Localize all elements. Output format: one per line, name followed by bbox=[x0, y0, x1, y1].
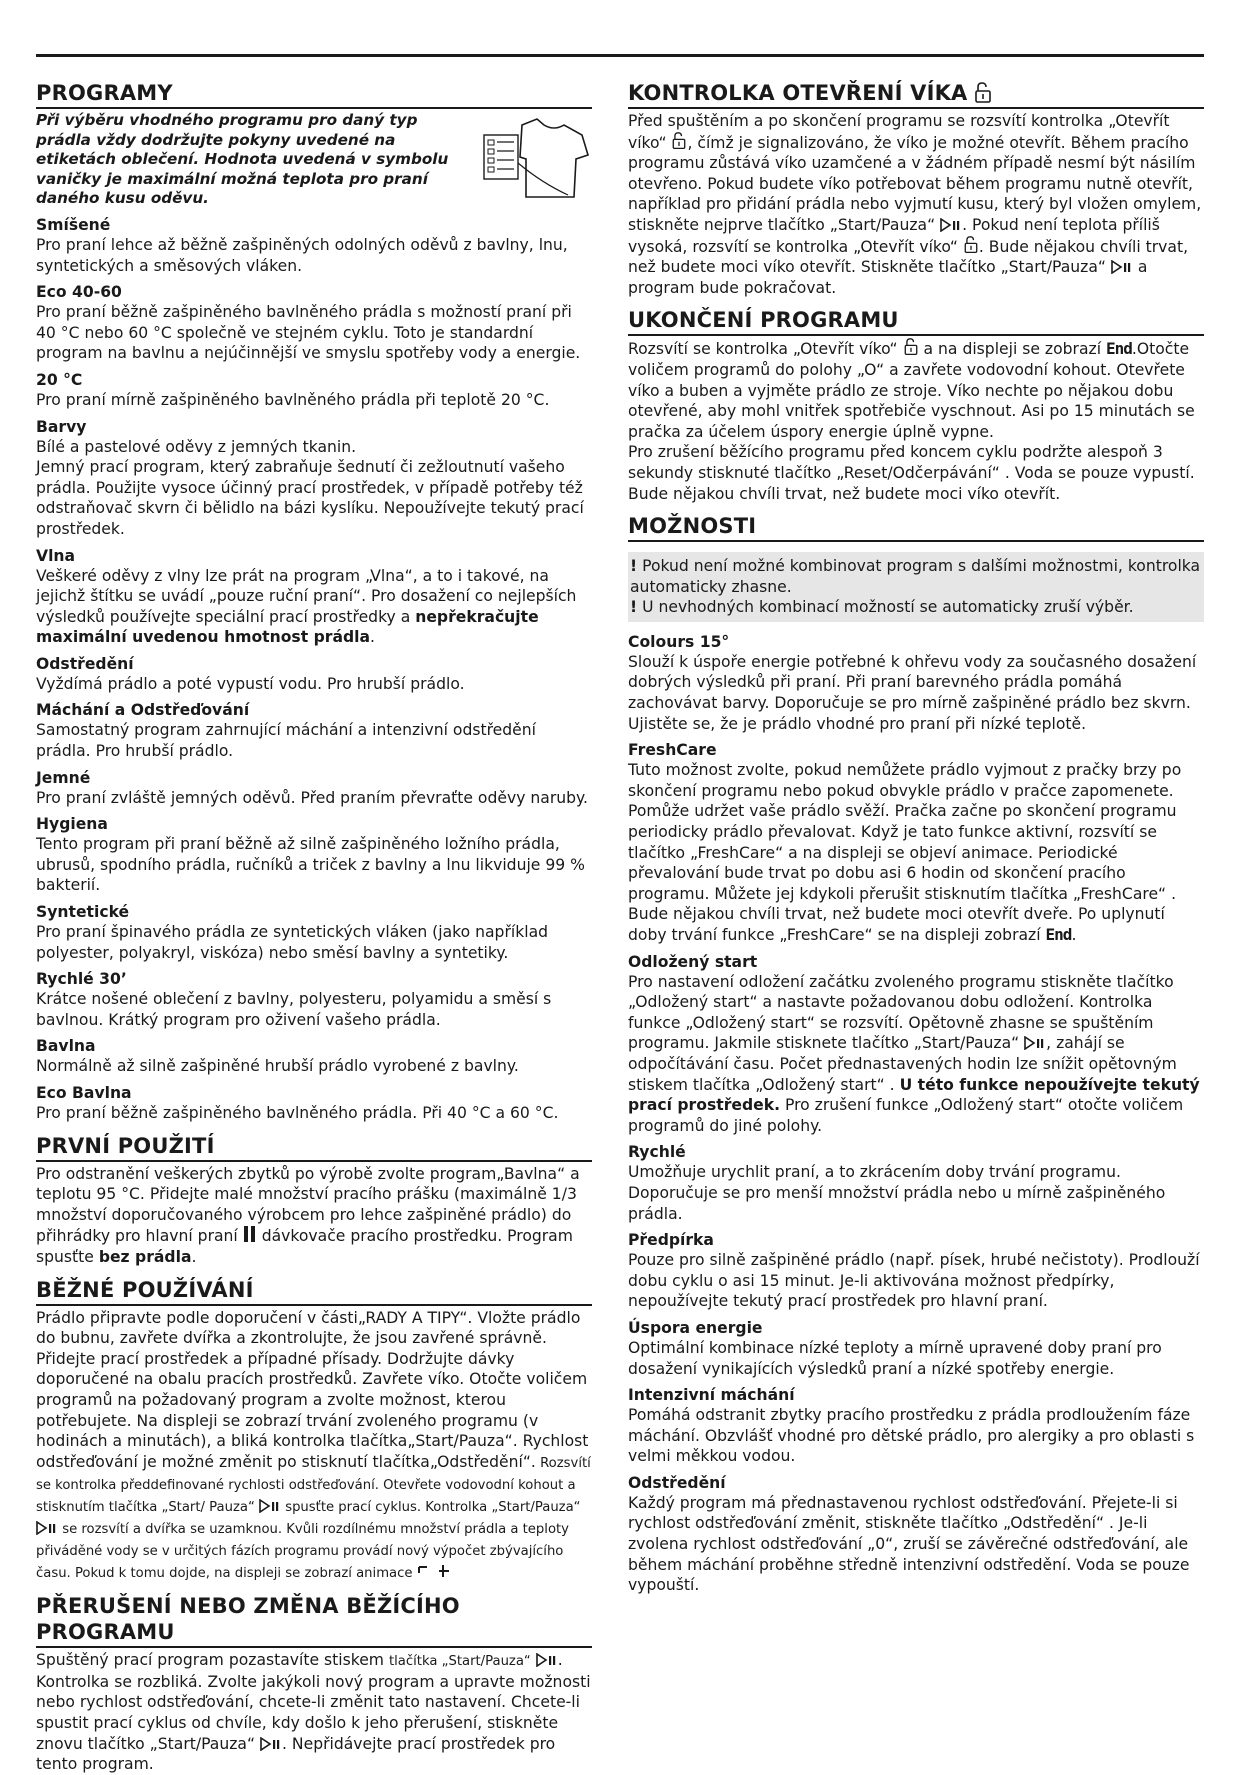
lid-open-lock-icon bbox=[671, 132, 687, 150]
program-description: Bílé a pastelové oděvy z jemných tkanin. Jemný prací program, který zabraňuje šednutí či zežloutnutí vašeho prádla. Použijte vysoce účinný prací prostředek, v případě potřeby též odstraňovač skvrn či bělidlo na bázi kyslíku. Nepoužívejte tekutý prací prostředek. bbox=[36, 437, 584, 538]
option-title: Intenzivní máchání bbox=[628, 1386, 795, 1405]
start-pause-icon bbox=[260, 1737, 282, 1751]
option-description: Pro nastavení odložení začátku zvoleného programu stiskněte tlačítko „Odložený start“ a nastavte požadovanou dobu odložení. Kontrolka funkce „Odložený start“ se rozsvítí. Opětovně zhasne se spuštěním programu. Jakmile stisknete tlačítko „Start/Pauza“ , zahájí se odpočítávání času. Počet přednastavených hodin lze snížit opětovným stiskem tlačítka „Odložený start“ . U této funkce nepoužívejte tekutý prací prostředek. Pro zrušení funkce „Odložený start“ otočte voličem programů do jiné polohy. bbox=[628, 972, 1200, 1135]
first-use-text: Pro odstranění veškerých zbytků po výrobě zvolte program„Bavlna“ a teplotu 95 °C. Přidejte malé množství pracího prášku (maximálně 1/3 množství doporučovaného výrobcem pro lehce zašpiněné prádlo) do přihrádky pro hlavní praní dávkovače pracího prostředku. Program spusťte bez prádla. bbox=[36, 1164, 580, 1266]
program-description: Pro praní mírně zašpiněného bavlněného prádla při teplotě 20 °C. bbox=[36, 390, 550, 409]
end-display: End bbox=[1045, 925, 1072, 944]
end-text: Rozsvítí se kontrolka „Otevřít víko“ a na displeji se zobrazí End.Otočte voličem programů do polohy „O“ a zavřete vodovodní kohout. Otevřete víko a buben a vyjměte prádlo ze stroje. Víko nechte po nějakou dobu otevřené, aby mohl vnitřek spotřebiče vyschnout. Asi po 15 minutách se pračka za účelem úspory energie úplně vypne. Pro zrušení běžícího programu před koncem cyklu podržte alespoň 3 sekundy stisknuté tlačítko „Reset/Odčerpávání“ . Voda se pouze vypustí. Bude nějakou chvíli trvat, než budete moci víko otevřít. bbox=[628, 339, 1195, 503]
end-display: End bbox=[1106, 339, 1132, 359]
options-note bbox=[628, 552, 1204, 622]
lid-open-lock-icon bbox=[963, 236, 979, 254]
program-description: Vyždímá prádlo a poté vypustí vodu. Pro hrubší prádlo. bbox=[36, 674, 465, 693]
first-use-heading: PRVNÍ POUŽITÍ bbox=[36, 1133, 592, 1162]
programs-intro: Při výběru vhodného programu pro daný typ prádla vždy dodržujte pokyny uvedené na etiketách oblečení. Hodnota uvedená v symbolu vaničky je maximální možná teplota pro praní daného kusu oděvu. bbox=[36, 111, 449, 208]
option-description: Optimální kombinace nízké teploty a mírně upravené doby praní pro dosažení vynikajících výsledků praní a nízké spotřeby energie. bbox=[628, 1338, 1162, 1378]
right-column bbox=[628, 80, 1204, 1596]
left-column bbox=[36, 80, 592, 1775]
program-description: Pro praní běžně zašpiněného bavlněného prádla s možností praní při 40 °C nebo 60 °C společně ve stejném cyklu. Toto je standardní program na bavlnu a nejúčinnější ve smyslu spotřeby vody a energie. bbox=[36, 303, 581, 363]
program-description: Pro praní zvláště jemných oděvů. Před praním převraťte oděvy naruby. bbox=[36, 788, 588, 807]
program-title: Jemné bbox=[36, 768, 91, 787]
daily-use-text: Prádlo připravte podle doporučení v části„RADY A TIPY“. Vložte prádlo do bubnu, zavřete dvířka a zkontrolujte, že jsou zavřené správně. Přidejte prací prostředek a případné přísady. Dodržujte dávky doporučené na obalu pracích prostředků. Zavřete víko. Otočte voličem programů na požadovaný program a zvolte možnost, kterou potřebujete. Na displeji se zobrazí trvání zvoleného programu (v hodinách a minutách), a bliká kontrolka tlačítka„Start/Pauza“. Rychlost odstřeďování je možné změnit po stisknutí tlačítka„Odstředění“. Rozsvítí se kontrolka předdefinované rychlosti odstřeďování. Otevřete vodovodní kohout a stisknutím tlačítka „Start/ Pauza“ spusťte prací cyklus. Kontrolka „Start/Pauza“ se rozsvítí a dvířka se uzamknou. Kvůli rozdílnému množství prádla a teploty přiváděné vody se v určitých fázích programu provádí nový výpočet zbývajícího času. Pokud k tomu dojde, na displeji se zobrazí animace bbox=[36, 1308, 591, 1581]
program-title: 20 °C bbox=[36, 370, 83, 389]
program-title: Eco Bavlna bbox=[36, 1084, 132, 1102]
program-title: Eco 40-60 bbox=[36, 283, 122, 302]
programs-intro-block bbox=[36, 111, 592, 209]
recalculation-animation-icon bbox=[417, 1563, 453, 1579]
option-description: Pomáhá odstranit zbytky pracího prostředku z prádla prodloužením fáze máchání. Obzvlášť vhodné pro dětské prádlo, pro alergiky a pro oblasti s velmi měkkou vodou. bbox=[628, 1406, 1195, 1466]
pause-heading: PŘERUŠENÍ NEBO ZMĚNA BĚŽÍCÍHO PROGRAMU bbox=[36, 1593, 592, 1648]
program-title: Vlna bbox=[36, 546, 76, 565]
daily-use-heading: BĚŽNÉ POUŽÍVÁNÍ bbox=[36, 1277, 592, 1306]
start-pause-icon bbox=[1111, 260, 1133, 274]
program-description: Samostatný program zahrnující máchání a intenzivní odstředění prádla. Pro hrubší prádlo. bbox=[36, 721, 536, 761]
program-title: Hygiena bbox=[36, 815, 108, 834]
option-description: Tuto možnost zvolte, pokud nemůžete prádlo vyjmout z pračky brzy po skončení programu nebo pokud obvykle prádlo v pračce zapomenete. Pomůže udržet vaše prádlo svěží. Pračka začne po skončení programu periodicky prádlo převalovat. Když je tato funkce aktivní, rozsvítí se tlačítko „FreshCare“ a na displeji se objeví animace. Periodické převalování bude trvat po dobu asi 6 hodin od skončení pracího programu. Můžete jej kdykoli přerušit stisknutím tlačítka „FreshCare“ . Bude nějakou chvíli trvat, než budete moci otevřít dveře. Po uplynutí doby trvání funkce „FreshCare“ se na displeji zobrazí End. bbox=[628, 761, 1182, 944]
option-description: Pouze pro silně zašpiněné prádlo (např. písek, hrubé nečistoty). Prodlouží dobu cyklu o asi 15 minut. Je-li aktivována možnost předpírky, nepoužívejte tekutý prací prostředek pro hlavní praní. bbox=[628, 1251, 1200, 1311]
option-title: Odložený start bbox=[628, 952, 758, 971]
program-description: Veškeré oděvy z vlny lze prát na program „Vlna“, a to i takové, na jejichž štítku se uvádí „pouze ruční praní“. Pro dosažení co nejlepších výsledků používejte speciální prací prostředky a nepřekračujte maximální uvedenou hmotnost prádla. bbox=[36, 566, 577, 647]
option-description: Slouží k úspoře energie potřebné k ohřevu vody za současného dosažení dobrých výsledků při praní. Při praní barevného prádla pomáhá zachovávat barvy. Doporučuje se pro mírně zašpiněné prádlo bez skvrn. Ujistěte se, že je prádlo vhodné pro praní při nízké teplotě. bbox=[628, 652, 1197, 733]
lid-open-lock-icon bbox=[903, 338, 919, 356]
start-pause-icon bbox=[259, 1499, 281, 1513]
option-description: Umožňuje urychlit praní, a to zkrácením doby trvání programu. Doporučuje se pro menší množství prádla nebo u mírně zašpiněného prádla. bbox=[628, 1163, 1166, 1223]
end-heading: UKONČENÍ PROGRAMU bbox=[628, 307, 1204, 336]
start-pause-icon bbox=[940, 218, 962, 232]
option-title: Úspora energie bbox=[628, 1318, 763, 1337]
option-list bbox=[628, 632, 1204, 1596]
options-note-1: ! Pokud není možné kombinovat program s dalšími možnostmi, kontrolka automaticky zhasne. bbox=[630, 557, 1201, 596]
option-title: Předpírka bbox=[628, 1231, 714, 1250]
option-title: FreshCare bbox=[628, 741, 717, 760]
program-description: Krátce nošené oblečení z bavlny, polyesteru, polyamidu a směsí s bavlnou. Krátký program pro oživení vašeho prádla. bbox=[36, 990, 552, 1029]
program-title: Bavlna bbox=[36, 1037, 96, 1056]
options-note-2: ! U nevhodných kombinací možností se automaticky zruší výběr. bbox=[630, 598, 1134, 617]
program-title: Rychlé 30’ bbox=[36, 970, 127, 989]
program-title: Syntetické bbox=[36, 903, 130, 922]
lid-open-lock-icon bbox=[974, 82, 992, 104]
program-description: Normálně až silně zašpiněné hrubší prádlo vyrobené z bavlny. bbox=[36, 1057, 519, 1076]
program-description: Pro praní lehce až běžně zašpiněných odolných oděvů z bavlny, lnu, syntetických a směsových vláken. bbox=[36, 235, 568, 275]
start-pause-icon bbox=[536, 1653, 558, 1667]
program-title: Smíšené bbox=[36, 215, 111, 234]
options-heading: MOŽNOSTI bbox=[628, 513, 1204, 542]
program-title: Odstředění bbox=[36, 654, 134, 673]
main-wash-compartment-icon bbox=[243, 1225, 257, 1243]
program-list bbox=[36, 215, 592, 1124]
option-title: Colours 15° bbox=[628, 632, 730, 651]
option-description: Každý program má přednastavenou rychlost odstřeďování. Přejete-li si rychlost odstřeďování změnit, stiskněte tlačítko „Odstředění“ . Je-li zvolena rychlost odstřeďování „0“, zruší se závěrečné odstřeďování, ale během máchání proběhne středně intenzivní odstředění. Voda se pouze vypouští. bbox=[628, 1493, 1190, 1595]
start-pause-icon bbox=[36, 1521, 58, 1535]
programs-heading: PROGRAMY bbox=[36, 80, 592, 109]
option-title: Odstředění bbox=[628, 1473, 726, 1492]
top-rule bbox=[36, 54, 1204, 57]
care-label-shirt-icon bbox=[482, 113, 592, 203]
program-description: Pro praní špinavého prádla ze syntetických vláken (jako například polyester, polyakryl, viskóza) nebo směsí bavlny a syntetiky. bbox=[36, 923, 549, 962]
pause-text: Spuštěný prací program pozastavíte stiskem tlačítka „Start/Pauza“ . Kontrolka se rozbliká. Zvolte jakýkoli nový program a upravte možnosti nebo rychlost odstřeďování, chcete-li změnit tato nastavení. Chcete-li spustit prací cyklus od chvíle, kdy došlo k jeho přerušení, stiskněte znovu tlačítko „Start/Pauza“ . Nepřidávejte prací prostředek pro tento program. bbox=[36, 1650, 591, 1774]
lid-text: Před spuštěním a po skončení programu se rozsvítí kontrolka „Otevřít víko“ , čímž je signalizováno, že víko je možné otevřít. Během pracího programu zůstává víko uzamčené a v žádném případě nesmí být násilím otevřeno. Pokud budete víko potřebovat během programu nutně otevřít, například pro přidání prádla nebo vyjmutí kusu, který byl vložen omylem, stiskněte nejprve tlačítko „Start/Pauza“ . Pokud není teplota příliš vysoká, rozsvítí se kontrolka „Otevřít víko“ . Bude nějakou chvíli trvat, než budete moci víko otevřít. Stiskněte tlačítko „Start/Pauza“ a program bude pokračovat. bbox=[628, 112, 1202, 297]
program-title: Máchání a Odstřeďování bbox=[36, 701, 250, 720]
lid-heading: KONTROLKA OTEVŘENÍ VÍKA bbox=[628, 80, 1204, 109]
start-pause-icon bbox=[1024, 1036, 1046, 1050]
option-title: Rychlé bbox=[628, 1143, 686, 1162]
program-title: Barvy bbox=[36, 417, 87, 436]
program-description: Pro praní běžně zašpiněného bavlněného prádla. Při 40 °C a 60 °C. bbox=[36, 1104, 559, 1122]
program-description: Tento program při praní běžně až silně zašpiněného ložního prádla, ubrusů, spodního prádla, ručníků a triček z bavlny a lnu likviduje 99 % bakterií. bbox=[36, 835, 585, 895]
